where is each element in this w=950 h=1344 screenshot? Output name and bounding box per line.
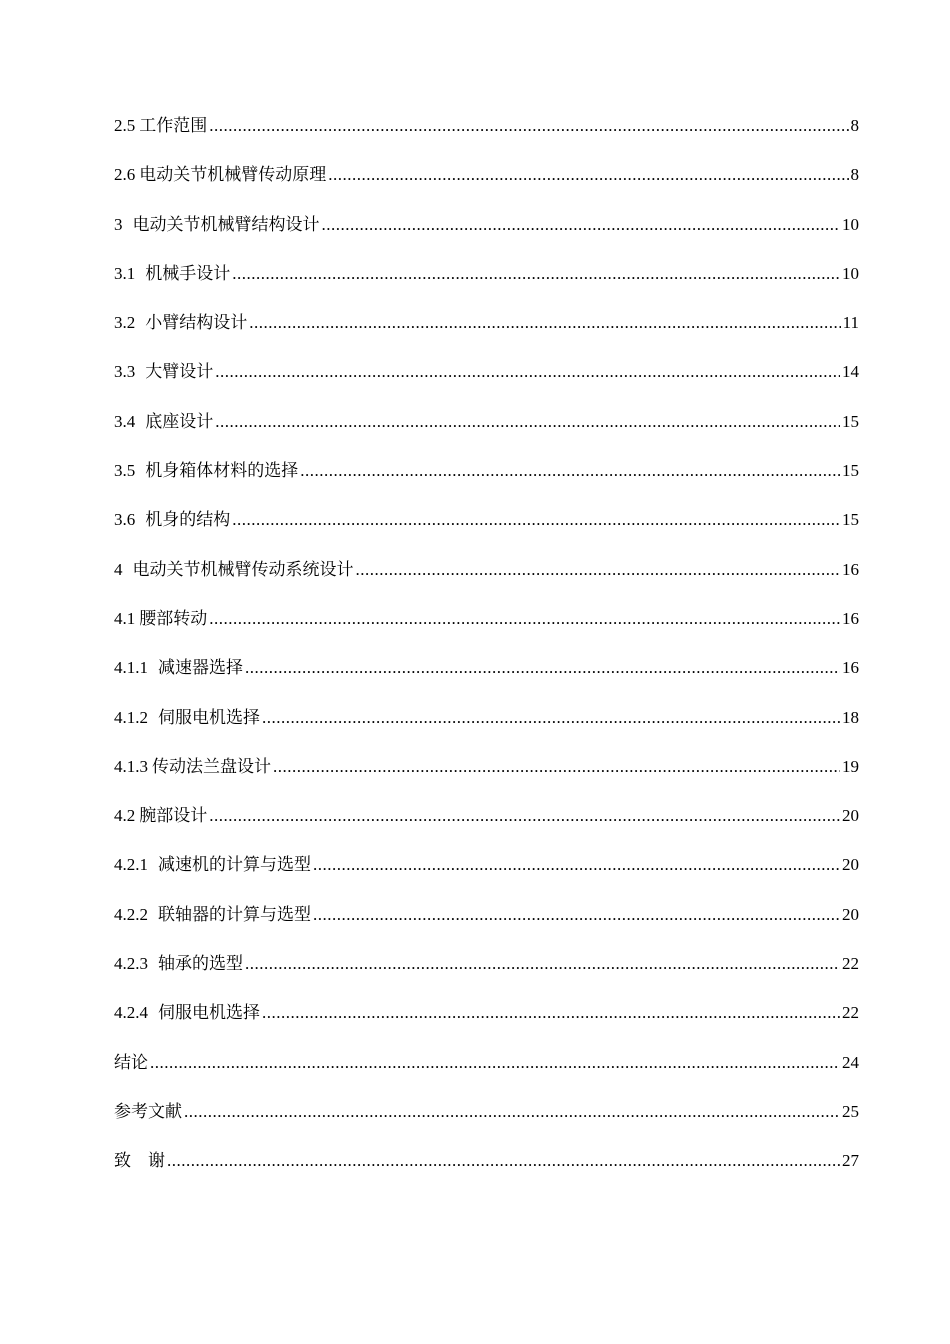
toc-entry-label (114, 410, 213, 434)
toc-entry[interactable] (114, 877, 859, 926)
toc-entry[interactable] (114, 927, 859, 976)
dot-leader (245, 656, 840, 680)
toc-entry-number: 3.5 (114, 461, 136, 481)
toc-entry-title: 减速器选择 (158, 658, 243, 678)
toc-entry-number: 4.1.3 (114, 756, 148, 776)
toc-page-number: 10 (842, 263, 859, 283)
toc-entry-title: 电动关节机械臂传动系统设计 (132, 559, 354, 579)
toc-page-number: 15 (842, 411, 859, 431)
table-of-contents (114, 114, 859, 1173)
dot-leader (209, 607, 840, 631)
toc-entry-label (114, 163, 326, 187)
toc-entry-number: 2.6 (114, 165, 136, 185)
toc-entry-title: 参考文献 (114, 1101, 182, 1121)
toc-entry-title: 传动法兰盘设计 (152, 756, 271, 776)
toc-entry-number: 4.2.3 (114, 954, 148, 974)
toc-entry-title: 底座设计 (145, 411, 214, 431)
toc-entry-title: 机身箱体材料的选择 (145, 461, 299, 481)
toc-entry-label (114, 903, 311, 927)
toc-entry[interactable] (114, 1124, 859, 1173)
toc-entry-label (114, 213, 320, 237)
toc-page-number: 20 (842, 904, 859, 924)
dot-leader (262, 1001, 840, 1025)
toc-entry-number: 4.1.1 (114, 658, 148, 678)
toc-entry-title: 小臂结构设计 (145, 313, 248, 333)
dot-leader (167, 1149, 840, 1173)
toc-entry-number: 3.1 (114, 263, 136, 283)
toc-entry-label (114, 1100, 182, 1124)
dot-leader (262, 706, 840, 730)
toc-entry-number: 3.4 (114, 411, 136, 431)
dot-leader (313, 903, 840, 927)
toc-entry-label (114, 311, 247, 335)
toc-entry[interactable] (114, 976, 859, 1025)
toc-entry-number: 4.1.2 (114, 707, 148, 727)
dot-leader (249, 311, 840, 335)
toc-entry-title: 伺服电机选择 (158, 707, 260, 727)
toc-entry[interactable] (114, 1075, 859, 1124)
toc-page-number: 20 (842, 806, 859, 826)
toc-entry-number: 3 (114, 214, 123, 234)
toc-page-number: 11 (842, 313, 859, 333)
toc-entry-number: 3.6 (114, 510, 136, 530)
toc-entry-number: 4.2.4 (114, 1003, 148, 1023)
toc-page-number: 16 (842, 559, 859, 579)
toc-entry[interactable] (114, 779, 859, 828)
dot-leader (209, 804, 840, 828)
toc-entry-number: 4.2.1 (114, 855, 148, 875)
dot-leader (322, 213, 841, 237)
toc-page-number: 25 (842, 1101, 859, 1121)
dot-leader (328, 163, 848, 187)
toc-page-number: 16 (842, 608, 859, 628)
toc-entry-label (114, 804, 207, 828)
toc-entry-label (114, 853, 311, 877)
toc-page-number: 24 (842, 1052, 859, 1072)
dot-leader (273, 755, 840, 779)
toc-entry-title: 轴承的选型 (158, 954, 243, 974)
toc-entry-label (114, 952, 243, 976)
toc-entry[interactable] (114, 1025, 859, 1074)
toc-page-number: 10 (842, 214, 859, 234)
toc-entry[interactable] (114, 828, 859, 877)
toc-entry-label (114, 558, 354, 582)
toc-page-number: 15 (842, 510, 859, 530)
toc-entry-title: 机械手设计 (145, 263, 231, 283)
toc-entry-title: 联轴器的计算与选型 (158, 904, 311, 924)
toc-entry[interactable] (114, 680, 859, 729)
toc-entry[interactable] (114, 114, 859, 138)
toc-entry-label (114, 1001, 260, 1025)
toc-entry-label (114, 459, 298, 483)
dot-leader (245, 952, 840, 976)
dot-leader (313, 853, 840, 877)
toc-entry-number: 3.3 (114, 362, 136, 382)
dot-leader (215, 410, 840, 434)
dot-leader (232, 262, 840, 286)
toc-entry-label (114, 114, 207, 138)
toc-entry[interactable] (114, 335, 859, 384)
toc-page-number: 18 (842, 707, 859, 727)
toc-entry-title: 电动关节机械臂传动原理 (139, 165, 327, 185)
toc-entry-label (114, 508, 230, 532)
toc-page-number: 8 (850, 165, 859, 185)
dot-leader (150, 1051, 840, 1075)
toc-entry[interactable] (114, 384, 859, 433)
toc-page-number: 14 (842, 362, 859, 382)
toc-page-number: 22 (842, 954, 859, 974)
toc-entry-title: 减速机的计算与选型 (158, 855, 311, 875)
toc-entry-title: 机身的结构 (145, 510, 231, 530)
toc-page-number: 19 (842, 756, 859, 776)
toc-entry-label (114, 262, 230, 286)
toc-entry-title: 腕部设计 (139, 806, 208, 826)
toc-entry-label (114, 1149, 165, 1173)
dot-leader (209, 114, 848, 138)
toc-entry[interactable] (114, 138, 859, 187)
toc-entry-title: 致 谢 (114, 1151, 165, 1171)
toc-entry[interactable] (114, 187, 859, 236)
toc-page-number: 16 (842, 658, 859, 678)
toc-entry-number: 4.2.2 (114, 904, 148, 924)
toc-entry-label (114, 360, 213, 384)
toc-entry-number: 4 (114, 559, 123, 579)
toc-entry-number: 4.2 (114, 806, 136, 826)
toc-entry[interactable] (114, 434, 859, 483)
dot-leader (232, 508, 840, 532)
toc-entry-title: 大臂设计 (145, 362, 214, 382)
toc-entry-label (114, 656, 243, 680)
toc-entry[interactable] (114, 730, 859, 779)
toc-entry-number: 2.5 (114, 116, 136, 135)
toc-entry-label (114, 755, 271, 779)
toc-page-number: 15 (842, 461, 859, 481)
toc-entry-label (114, 1051, 148, 1075)
toc-entry-title: 伺服电机选择 (158, 1003, 260, 1023)
toc-entry[interactable] (114, 631, 859, 680)
toc-entry[interactable] (114, 582, 859, 631)
toc-entry[interactable] (114, 532, 859, 581)
toc-entry-title: 腰部转动 (139, 608, 208, 628)
dot-leader (356, 558, 841, 582)
toc-page-number: 22 (842, 1003, 859, 1023)
dot-leader (215, 360, 840, 384)
toc-page-number: 20 (842, 855, 859, 875)
toc-entry-title: 工作范围 (139, 116, 208, 135)
toc-entry-label (114, 706, 260, 730)
dot-leader (184, 1100, 840, 1124)
toc-entry[interactable] (114, 237, 859, 286)
toc-entry-title: 结论 (114, 1052, 148, 1072)
toc-page-number: 8 (850, 116, 859, 135)
toc-entry[interactable] (114, 483, 859, 532)
toc-entry-number: 3.2 (114, 313, 136, 333)
toc-entry[interactable] (114, 286, 859, 335)
toc-entry-number: 4.1 (114, 608, 136, 628)
toc-entry-title: 电动关节机械臂结构设计 (132, 214, 320, 234)
dot-leader (300, 459, 840, 483)
toc-entry-label (114, 607, 207, 631)
toc-page-number: 27 (842, 1151, 859, 1171)
